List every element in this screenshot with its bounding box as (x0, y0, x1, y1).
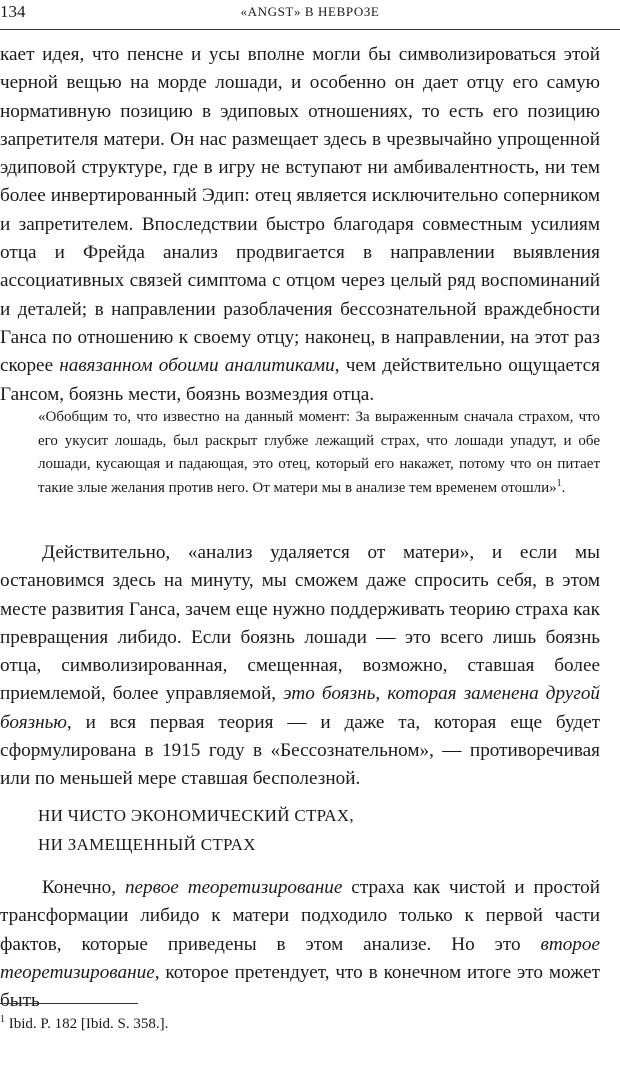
quote-text: «Обобщим то, что известно на данный момент: За выраженным сначала страхом, что его укусит лошадь, был раскрыт глубже лежащий страх, что лошади упадут, и обе лошади, кусающая и падающая, это отец, который его накажет, потому что он питает такие злые желания против него. От матери мы в анализе тем временем отошли» (38, 409, 600, 496)
paragraph-1-text-c: , чем действительно ощущается Гансом, боязнь мести, боязнь возмездия отца. (0, 355, 600, 405)
paragraph-2-text-c: , и вся первая теория — и даже та, которая еще будет сформулирована в 1915 году в «Бессознательном», — противоречивая или по меньшей мере ставшая бесполезной. (0, 711, 600, 790)
footnote-text: Ibid. P. 182 [Ibid. S. 358.]. (5, 1016, 169, 1032)
paragraph-3-italic-1: первое теоретизирование (124, 877, 343, 898)
footnote-mark: 1 (0, 1014, 5, 1025)
paragraph-2 (0, 539, 600, 794)
paragraph-3-text-a: Конечно, (42, 877, 125, 898)
paragraph-3-text-e: , которое претендует, что в конечном итоге это может быть (0, 961, 600, 1012)
section-heading-line-1: НИ ЧИСТО ЭКОНОМИЧЕСКИЙ СТРАХ, (38, 806, 354, 825)
block-quote (38, 406, 600, 500)
paragraph-1-italic: навязанном обоими аналитиками (59, 355, 335, 377)
paragraph-3-italic-2: второе теоретизирование (0, 933, 600, 983)
footnote (0, 1014, 600, 1034)
section-heading (38, 801, 598, 859)
paragraph-1-text-a: кает идея, что пенсне и усы вполне могли бы символизироваться этой черной вещью на морде лошади, и особенно он дает отцу его самую нормативную позицию в эдиповых отношениях, то есть его позицию запретителя матери. Он нас размещает здесь в чрезвычайно упрощенной эдиповой структуре, где в игру не вступают ни амбивалентность, ни тем более инвертированный Эдип: отец является исключительно соперником и запретителем. Впоследствии быстро благодаря совместным усилиям отца и Фрейда анализ продвигается в направлении выявления ассоциативных связей симптома с отцом через целый ряд воспоминаний и деталей; в направлении разоблачения бессознательной враждебности Ганса по отношению к своему отцу; наконец, в направлении, на этот раз скорее (0, 44, 600, 377)
page-header (0, 2, 620, 24)
paragraph-2-italic: это боязнь, которая заменена другой боязнью (0, 683, 601, 733)
header-rule (0, 29, 620, 30)
section-heading-line-2: НИ ЗАМЕЩЕННЫЙ СТРАХ (38, 835, 256, 854)
paragraph-2-text-a: Действительно, «анализ удаляется от матери», и если мы остановимся здесь на минуту, мы сможем даже спросить себя, в этом месте развития Ганса, зачем еще нужно поддерживать теорию страха как превращения либидо. Если боязнь лошади — это всего лишь боязнь отца, символизированная, смещенная, возможно, ставшая более приемлемой, более управляемой, (0, 542, 600, 705)
paragraph-1 (0, 41, 600, 409)
paragraph-3 (0, 874, 600, 1015)
quote-end: . (561, 479, 566, 496)
footnote-rule (0, 1003, 138, 1004)
page-number: 134 (0, 2, 26, 21)
footnote-reference: 1 (556, 477, 562, 489)
paragraph-3-text-c: страха как чистой и простой трансформации либидо к матери подходило только к первой части фактов, которые приведены в этом анализе. Но это (0, 877, 600, 955)
running-title: «ANGST» В НЕВРОЗЕ (240, 4, 380, 19)
